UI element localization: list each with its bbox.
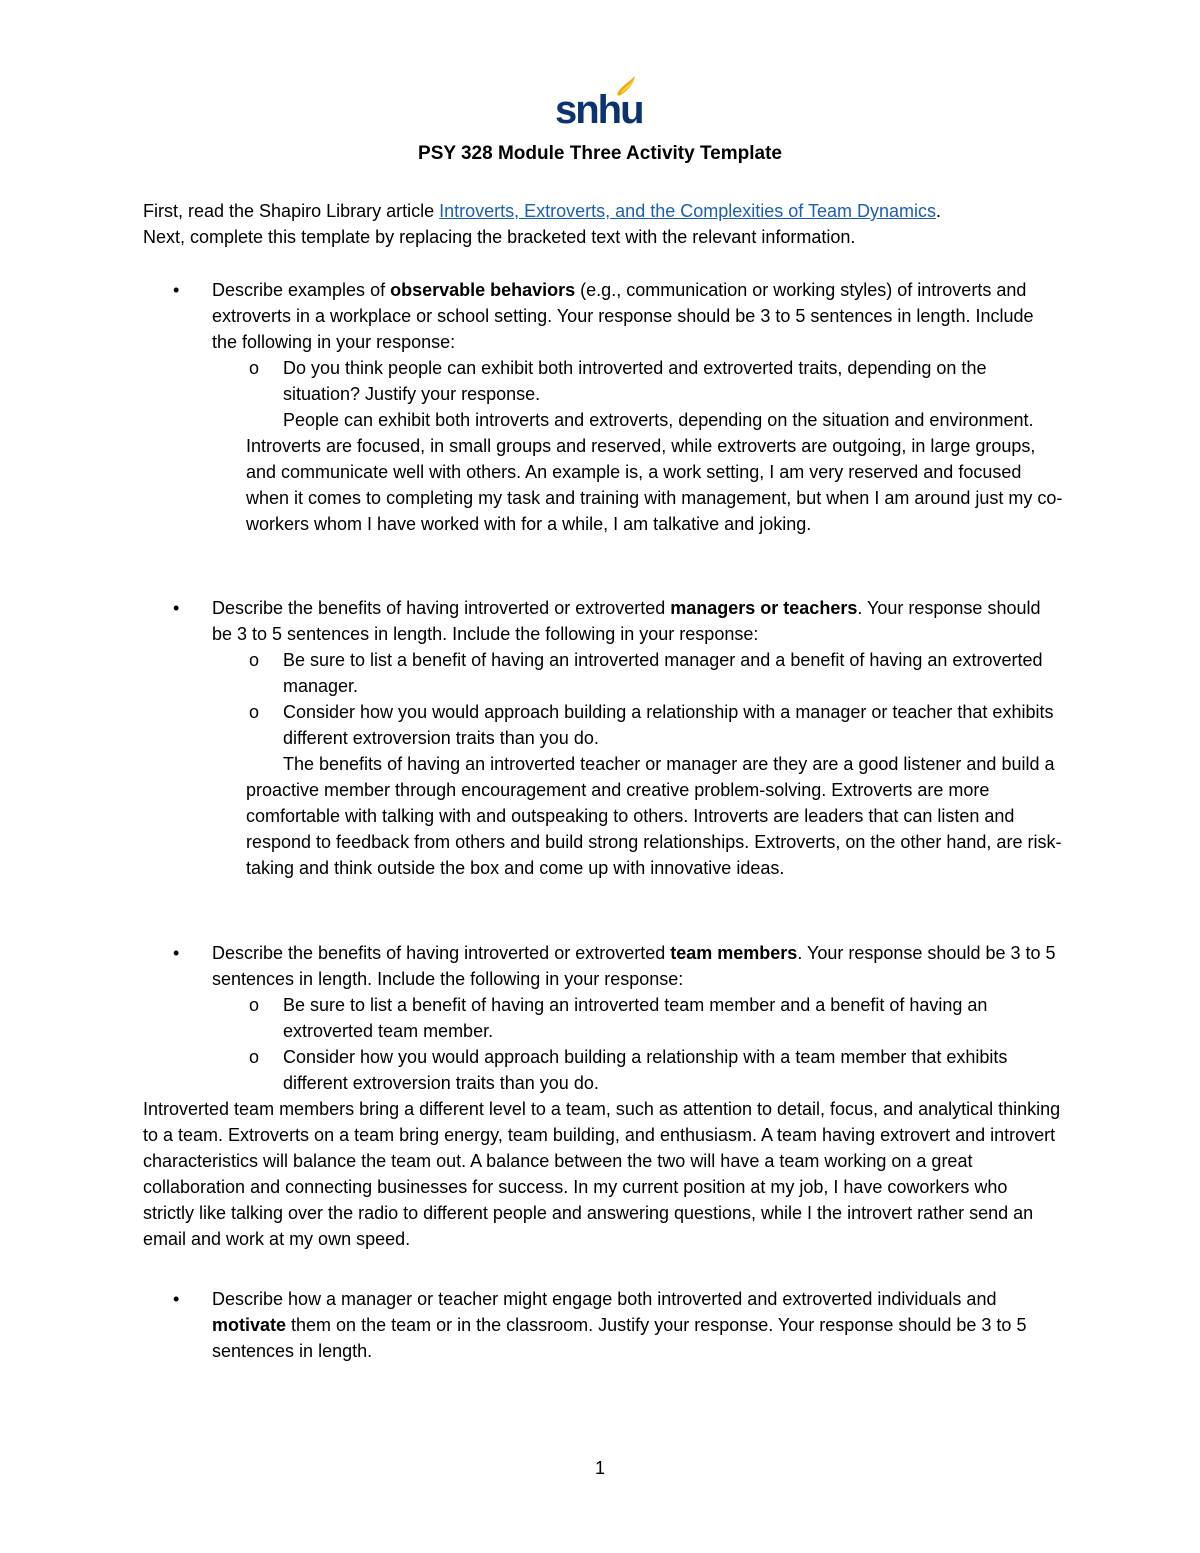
sub-prompt-text: Be sure to list a benefit of having an introverted manager and a benefit of having an extroverted manager. [283,650,1043,696]
intro-line-2: Next, complete this template by replacing the bracketed text with the relevant information. [143,227,856,247]
bullet-item [143,595,1063,647]
sub-marker: o [249,702,260,722]
bullet-item [143,940,1063,992]
sub-marker: o [249,995,260,1015]
section-team-members [143,940,1063,1252]
intro-text: . [935,201,941,221]
sub-item [143,1044,1063,1096]
page-title: PSY 328 Module Three Activity Template [418,143,782,164]
prompt-text: them on the team or in the classroom. Justify your response. Your response should be 3 to 5 sentences in length. [212,1315,1027,1361]
prompt-keyword: team members [670,943,798,963]
section-observable-behaviors [143,277,1063,537]
article-link[interactable]: Introverts, Extroverts, and the Complexities of Team Dynamics [439,201,936,221]
sub-prompt-text: Consider how you would approach building a relationship with a team member that exhibits different extroversion traits than you do. [283,1047,1008,1093]
sub-prompt-text: Consider how you would approach building a relationship with a manager or teacher that exhibits different extroversion traits than you do. [283,702,1054,748]
prompt-keyword: managers or teachers [670,598,858,618]
sub-item [143,992,1063,1044]
bullet-marker: • [173,943,180,963]
bullet-item [143,1286,1063,1364]
bullet-marker: • [173,1289,180,1309]
logo-wordmark: snhu [555,88,643,132]
prompt-text: Describe examples of [212,280,391,300]
intro-line-1 [143,198,1063,224]
sub-item [143,355,1063,407]
response-text [143,751,1063,881]
prompt-text: . Your response should be 3 to 5 sentences in length. Include the following in your response: [212,943,1056,989]
page-number: 1 [594,1458,605,1478]
prompt-text: . Your response should be 3 to 5 sentences in length. Include the following in your response: [212,598,1041,644]
bullet-marker: • [173,598,180,618]
sub-marker: o [249,358,260,378]
response-text: Introverted team members bring a different level to a team, such as attention to detail, focus, and analytical thinking to a team. Extroverts on a team bring energy, team building, and enthusiasm. A team having extrovert and introvert characteristics will balance the team out. A balance between the two will have a team working on a great collaboration and connecting businesses for success. In my current position at my job, I have coworkers who strictly like talking over the radio to different people and answering questions, while I the introvert rather send an email and work at my own speed. [143,1099,1061,1249]
sub-prompt-text: Do you think people can exhibit both introverted and extroverted traits, depending on the situation? Justify your response. [283,358,987,404]
prompt-keyword: observable behaviors [390,280,576,300]
section-managers-teachers [143,595,1063,881]
intro-paragraph [143,198,1063,250]
prompt-text: Describe the benefits of having introverted or extroverted [212,943,671,963]
sub-marker: o [249,650,260,670]
snhu-logo [555,74,643,132]
prompt-keyword: motivate [212,1315,287,1335]
section-engagement-motivation [143,1286,1063,1364]
response-body: The benefits of having an introverted teacher or manager are they are a good listener and build a proactive member through encouragement and creative problem-solving. Extroverts are more comfortable with talking with and outspeaking to others. Introverts are leaders that can listen and respond to feedback from others and build strong relationships. Extroverts, on the other hand, are risk-taking and think outside the box and come up with innovative ideas. [246,754,1062,878]
response-text [143,407,1063,537]
prompt-text: Describe the benefits of having introverted or extroverted [212,598,671,618]
bullet-marker: • [173,280,180,300]
prompt-text: Describe how a manager or teacher might engage both introverted and extroverted individuals and [212,1289,997,1309]
sub-item [143,647,1063,699]
response-body: People can exhibit both introverts and extroverts, depending on the situation and environment. Introverts are focused, in small groups and reserved, while extroverts are outgoing, in large groups, and communicate well with others. An example is, a work setting, I am very reserved and focused when it comes to completing my task and training with management, but when I am around just my co-workers whom I have worked with for a while, I am talkative and joking. [246,410,1063,534]
bullet-item [143,277,1063,355]
sub-marker: o [249,1047,260,1067]
sub-item [143,699,1063,751]
intro-text: First, read the Shapiro Library article [143,201,440,221]
sub-prompt-text: Be sure to list a benefit of having an introverted team member and a benefit of having an extroverted team member. [283,995,988,1041]
prompt-text: (e.g., communication or working styles) of introverts and extroverts in a workplace or school setting. Your response should be 3 to 5 sentences in length. Include the following in your response: [212,280,1034,352]
